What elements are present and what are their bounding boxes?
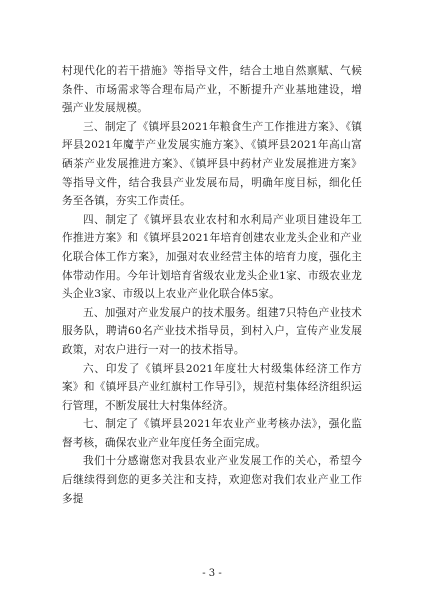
paragraph-item-four: 四、制定了《镇坪县农业农村和水利局产业项目建设年工作推进方案》和《镇坪县2021年培育创建农业龙头企业和产业化联合体工作方案》，加强对农业经营主体的培育力度，强化主体带动作用。今年计划培育省级农业龙头企业1家、市级农业龙头企业3家、市级以上农业产业化联合体5家。 xyxy=(62,213,362,301)
paragraph-item-seven: 七、制定了《镇坪县2021年农业产业考核办法》，强化监督考核，确保农业产业年度任务全面完成。 xyxy=(62,418,362,449)
page-number: - 3 - xyxy=(202,568,222,579)
document-body xyxy=(62,62,362,508)
paragraph-continuation: 村现代化的若干措施》等指导文件，结合土地自然禀赋、气候条件、市场需求等合理布局产业，不断提升产业基地建设，增强产业发展规模。 xyxy=(62,65,362,115)
paragraph-closing: 我们十分感谢您对我县农业产业发展工作的关心，希望今后继续得到您的更多关注和支持，欢迎您对我们农业产业工作多提 xyxy=(62,455,362,505)
paragraph-item-five: 五、加强对产业发展户的技术服务。组建7只特色产业技术服务队，聘请60名产业技术指导员，到村入户，宣传产业发展政策，对农户进行一对一的技术指导。 xyxy=(62,306,362,356)
paragraph-item-three: 三、制定了《镇坪县2021年粮食生产工作推进方案》、《镇坪县2021年魔芋产业发展实施方案》、《镇坪县2021年高山富硒茶产业发展推进方案》、《镇坪县中药材产业发展推进方案》等指导文件，结合我县产业发展布局，明确年度目标，细化任务至各镇，夯实工作责任。 xyxy=(62,120,362,208)
paragraph-item-six: 六、印发了《镇坪县2021年度壮大村级集体经济工作方案》和《镇坪县产业红旗村工作导引》，规范村集体经济组织运行管理，不断发展壮大村集体经济。 xyxy=(62,362,362,412)
